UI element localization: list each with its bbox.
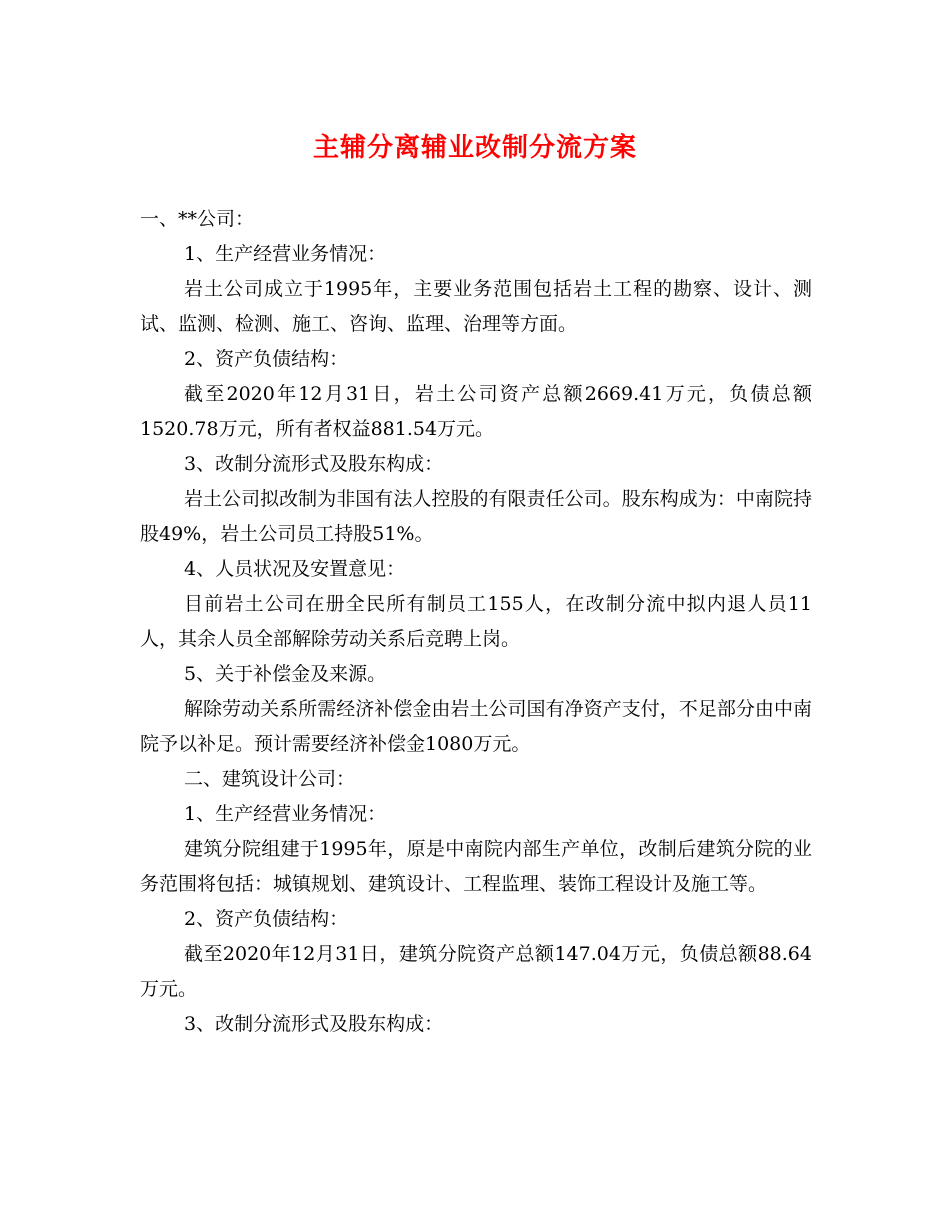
- document-paragraph: 2、资产负债结构：: [184, 908, 349, 930]
- document-paragraph: 2、资产负债结构：: [184, 348, 349, 370]
- document-title: 主辅分离辅业改制分流方案: [312, 133, 637, 163]
- document-paragraph: 1、生产经营业务情况：: [184, 803, 387, 825]
- document-paragraph: 3、改制分流形式及股东构成：: [184, 453, 444, 475]
- document-paragraph: 目前岩土公司在册全民所有制员工155人，在改制分流中拟内退人员11人，其余人员全部解除劳动关系后竞聘上岗。: [140, 593, 812, 650]
- document-paragraph: 3、改制分流形式及股东构成：: [184, 1013, 444, 1035]
- document-paragraph: 1、生产经营业务情况：: [184, 243, 387, 265]
- document-paragraph: 解除劳动关系所需经济补偿金由岩土公司国有净资产支付，不足部分由中南院予以补足。预计需要经济补偿金1080万元。: [140, 698, 812, 755]
- document-paragraph: 岩土公司成立于1995年，主要业务范围包括岩土工程的勘察、设计、测试、监测、检测、施工、咨询、监理、治理等方面。: [140, 278, 812, 335]
- document-paragraph: 岩土公司拟改制为非国有法人控股的有限责任公司。股东构成为：中南院持股49%，岩土公司员工持股51%。: [140, 488, 812, 545]
- document-paragraph: 一、**公司：: [140, 208, 255, 230]
- document-paragraph: 4、人员状况及安置意见：: [184, 558, 406, 580]
- document-body: [140, 202, 812, 1042]
- document-paragraph: 5、关于补偿金及来源。: [184, 663, 387, 685]
- document-paragraph: 二、建筑设计公司：: [184, 768, 356, 790]
- document-paragraph: 截至2020年12月31日，建筑分院资产总额147.04万元，负债总额88.64万元。: [140, 943, 812, 1000]
- document-paragraph: 建筑分院组建于1995年，原是中南院内部生产单位，改制后建筑分院的业务范围将包括：城镇规划、建筑设计、工程监理、装饰工程设计及施工等。: [140, 838, 812, 895]
- document-paragraph: 截至2020年12月31日，岩土公司资产总额2669.41万元，负债总额1520.78万元，所有者权益881.54万元。: [140, 383, 812, 440]
